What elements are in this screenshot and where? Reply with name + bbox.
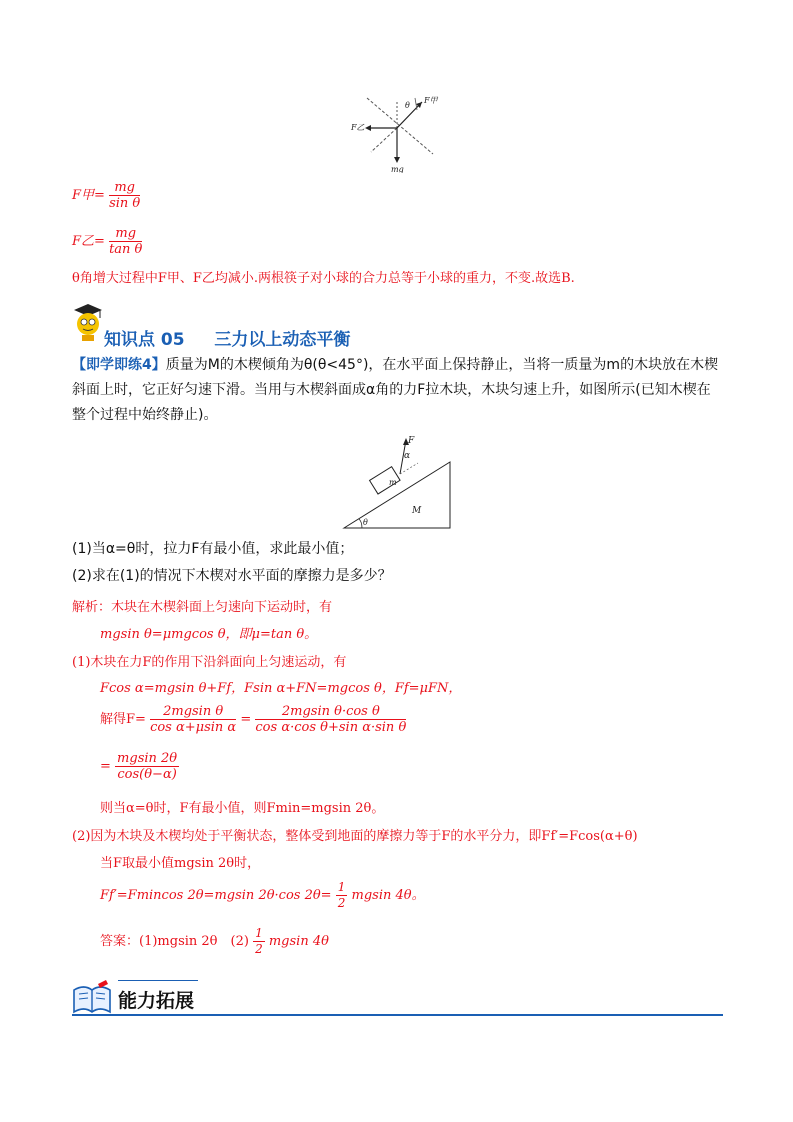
equation-f-yi [72, 226, 142, 257]
fig2-M-label: M [412, 506, 422, 516]
knowledge-point-title: 三力以上动态平衡 [214, 330, 351, 350]
eq1-lhs: F甲= [72, 188, 105, 203]
answer-suffix: mgsin 4θ [268, 934, 329, 949]
answer-half-fraction [253, 926, 265, 957]
exercise-tag: 【即学即练4】 [72, 357, 166, 373]
section-divider [72, 1014, 723, 1016]
exercise-line-2: 斜面上时，它正好匀速下滑。当用与木楔斜面成α角的力F拉木块，木块匀速上升，如图所示(已知木楔在 [72, 382, 711, 398]
knowledge-point-number: 知识点 05 [104, 330, 185, 350]
half-denominator: 2 [337, 896, 346, 910]
fig1-mg-label: mg [391, 165, 404, 173]
solve-fraction-2 [255, 704, 406, 735]
fig2-theta-label: θ [363, 518, 368, 527]
solution-part1: (1)木块在力F的作用下沿斜面向上匀速运动，有 [72, 655, 347, 670]
answer-line [100, 926, 329, 957]
frac1-numerator: 2mgsin θ [150, 704, 236, 720]
solution-part2-condition: 当F取最小值mgsin 2θ时， [100, 856, 261, 871]
answer-half-numerator: 1 [255, 926, 263, 940]
solution-part2: (2)因为木块及木楔均处于平衡状态，整体受到地面的摩擦力等于F的水平分力，即Ff′=Fcos(α+θ) [72, 829, 638, 844]
solution-part1-result: 则当α=θ时，F有最小值，则Fmin=mgsin 2θ。 [100, 801, 385, 816]
graduate-mascot-icon [70, 300, 104, 342]
question-1: (1)当α=θ时，拉力F有最小值，求此最小值； [72, 541, 354, 557]
exercise-block [72, 353, 732, 428]
fig1-fb-label: F乙 [351, 123, 365, 132]
equation-f-jia [72, 180, 140, 211]
eq1-numerator: mg [109, 180, 140, 196]
solution-intro: 解析：木块在木楔斜面上匀速向下运动时，有 [72, 600, 333, 615]
fig2-alpha-label: α [404, 451, 411, 461]
frac2-denominator: cos α·cos θ+sin α·sin θ [255, 720, 407, 735]
solution-part1-simplified [100, 751, 179, 782]
solution-part2-eq [100, 880, 425, 911]
fig1-fa-label: F甲 [424, 96, 438, 105]
p2-eq-prefix: Ff′=Fmincos 2θ=mgsin 2θ·cos 2θ= [100, 888, 332, 903]
knowledge-point-heading [104, 325, 350, 350]
wedge-diagram [340, 434, 455, 532]
eq2-denominator: tan θ [109, 242, 143, 257]
p2-eq-suffix: mgsin 4θ。 [351, 888, 425, 903]
half-fraction [336, 880, 348, 911]
fig2-m-label: m [389, 478, 397, 487]
exercise-line-1 [72, 353, 732, 378]
open-book-icon [72, 980, 112, 1016]
conclusion-text: θ角增大过程中F甲、F乙均减小.两根筷子对小球的合力总等于小球的重力，不变.故选B. [72, 271, 575, 286]
exercise-text-1: 质量为M的木楔倾角为θ(θ<45°)，在水平面上保持静止，当将一质量为m的木块放在木楔 [165, 357, 719, 373]
section-top-rule [118, 980, 198, 981]
fig2-F-label: F [408, 436, 415, 446]
frac1-denominator: cos α+μsin α [150, 720, 237, 735]
exercise-line-3: 整个过程中始终静止)。 [72, 407, 218, 423]
frac3-denominator: cos(θ−α) [117, 767, 177, 782]
questions-block [72, 537, 392, 589]
eq2-fraction [109, 226, 142, 257]
answer-half-denominator: 2 [255, 942, 263, 956]
solution-part1-eq: Fcos α=mgsin θ+Ff，Fsin α+FN=mgcos θ，Ff=μFN， [100, 681, 462, 696]
solve-prefix: 解得F= [100, 712, 146, 727]
equals-sign-2: = [100, 759, 111, 774]
eq2-lhs: F乙= [72, 234, 105, 249]
solution-part1-solve [100, 704, 406, 735]
question-2: (2)求在(1)的情况下木楔对水平面的摩擦力是多少？ [72, 568, 392, 584]
eq1-denominator: sin θ [109, 196, 141, 211]
section-title: 能力拓展 [118, 990, 195, 1012]
eq1-fraction [109, 180, 140, 211]
half-numerator: 1 [337, 880, 346, 894]
equals-sign: = [240, 712, 252, 727]
force-diagram [345, 88, 445, 173]
frac2-numerator: 2mgsin θ·cos θ [255, 704, 406, 720]
frac3-numerator: mgsin 2θ [117, 751, 178, 766]
eq2-numerator: mg [109, 226, 142, 242]
fig1-theta-label: θ [405, 101, 410, 110]
solve-fraction-3 [115, 751, 179, 782]
answer-prefix: 答案：(1)mgsin 2θ (2) [100, 934, 249, 949]
solution-intro-eq: mgsin θ=μmgcos θ，即μ=tan θ。 [100, 627, 318, 642]
solve-fraction-1 [150, 704, 236, 735]
